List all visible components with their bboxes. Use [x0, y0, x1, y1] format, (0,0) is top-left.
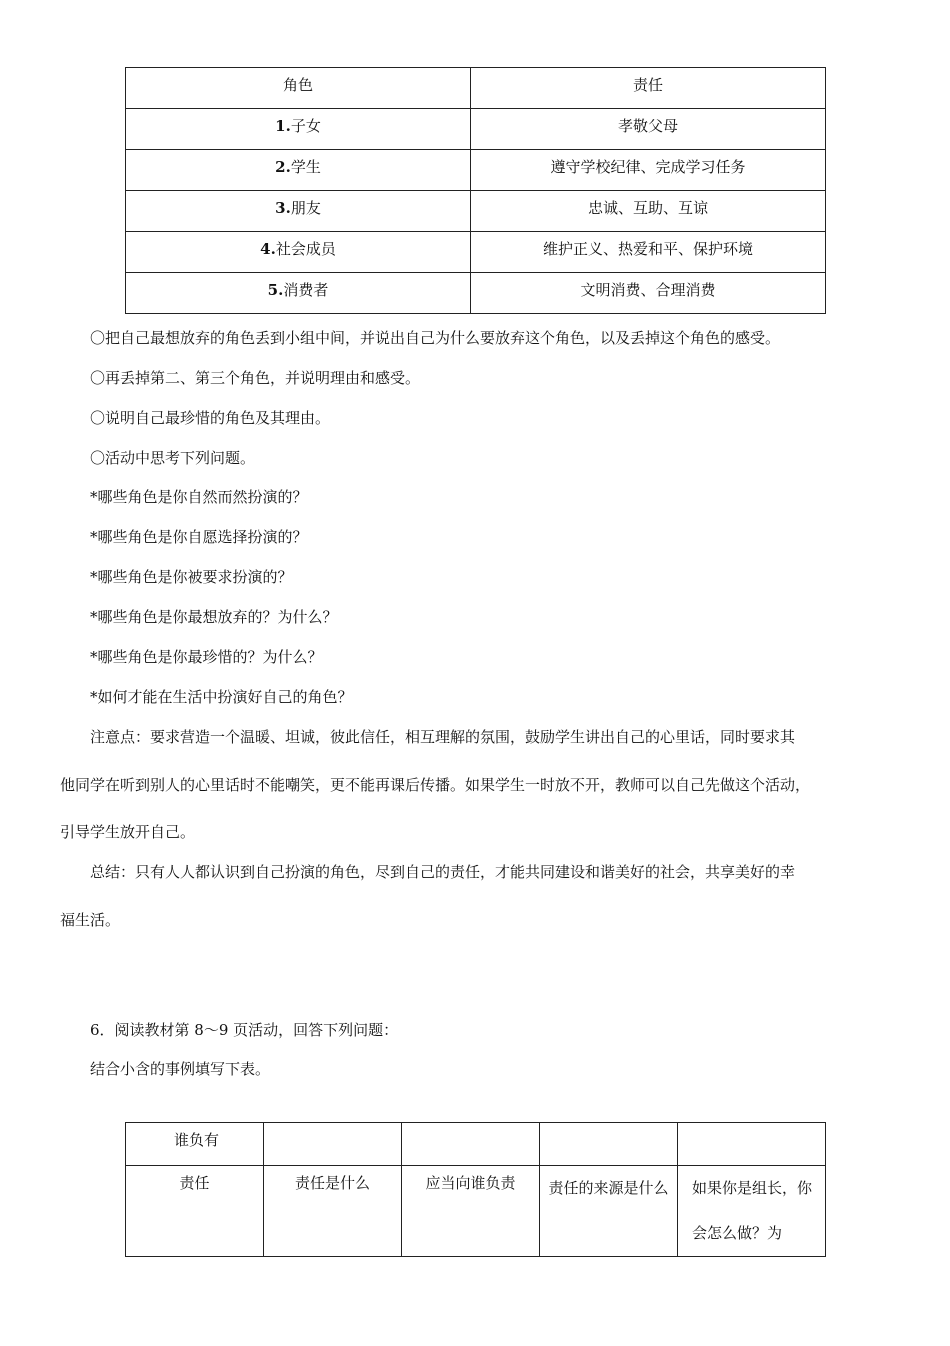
question-item: *哪些角色是你自愿选择扮演的？: [90, 528, 308, 546]
duty-cell: 忠诚、互助、互谅: [471, 191, 826, 232]
roles-table: [125, 67, 826, 314]
table-cell: [402, 1123, 540, 1166]
activity-step: 〇把自己最想放弃的角色丢到小组中间，并说出自己为什么要放弃这个角色，以及丢掉这个角色的感受。: [90, 329, 781, 347]
question6-title: 6．阅读教材第 8～9 页活动，回答下列问题：: [90, 1021, 399, 1039]
notes-line: 他同学在听到别人的心里话时不能嘲笑，更不能再课后传播。如果学生一时放不开，教师可以自己先做这个活动，: [60, 776, 811, 794]
role-number: 4.: [260, 240, 276, 258]
role-cell: [126, 109, 471, 150]
role-cell: [126, 232, 471, 273]
table-cell: 责任是什么: [264, 1166, 402, 1257]
duty-cell: 维护正义、热爱和平、保护环境: [471, 232, 826, 273]
duty-cell: 文明消费、合理消费: [471, 273, 826, 314]
table-row: [126, 191, 826, 232]
question-item: *哪些角色是你最珍惜的？为什么？: [90, 648, 323, 666]
table-cell: 责任的来源是什么: [540, 1166, 678, 1257]
table-row: [126, 109, 826, 150]
question-item: *如何才能在生活中扮演好自己的角色？: [90, 688, 353, 706]
role-number: 3.: [275, 199, 291, 217]
table-header-row: [126, 68, 826, 109]
table-cell: [264, 1123, 402, 1166]
summary-line: 总结：只有人人都认识到自己扮演的角色，尽到自己的责任，才能共同建设和谐美好的社会，共享美好的幸: [90, 863, 796, 881]
activity-step: 〇说明自己最珍惜的角色及其理由。: [90, 409, 331, 427]
question-item: *哪些角色是你最想放弃的？为什么？: [90, 608, 338, 626]
role-name: 学生: [290, 158, 321, 176]
role-cell: [126, 191, 471, 232]
table-cell: [678, 1123, 826, 1166]
role-name: 消费者: [283, 281, 329, 299]
activity-step: 〇活动中思考下列问题。: [90, 449, 256, 467]
duty-cell: 遵守学校纪律、完成学习任务: [471, 150, 826, 191]
table-row: [126, 232, 826, 273]
table-cell: 责任: [126, 1166, 264, 1257]
header-role: 角色: [126, 68, 471, 109]
table-row: [126, 1166, 826, 1257]
header-duty: 责任: [471, 68, 826, 109]
notes-line: 注意点：要求营造一个温暖、坦诚，彼此信任，相互理解的氛围，鼓励学生讲出自己的心里话，同时要求其: [90, 728, 796, 746]
table-cell: 如果你是组长，你会怎么做？为: [678, 1166, 826, 1257]
table-row: [126, 150, 826, 191]
table-cell: [540, 1123, 678, 1166]
summary-line: 福生活。: [60, 911, 121, 929]
duty-cell: 孝敬父母: [471, 109, 826, 150]
notes-line: 引导学生放开自己。: [60, 823, 196, 841]
role-name: 子女: [290, 117, 321, 135]
role-name: 朋友: [290, 199, 321, 217]
role-name: 社会成员: [275, 240, 336, 258]
role-number: 5.: [267, 281, 284, 299]
role-number: 2.: [275, 158, 291, 176]
question6-instruction: 结合小含的事例填写下表。: [90, 1060, 271, 1078]
question-item: *哪些角色是你被要求扮演的？: [90, 568, 293, 586]
table-cell: 谁负有: [126, 1123, 264, 1166]
role-cell: [126, 273, 471, 314]
activity-step: 〇再丢掉第二、第三个角色，并说明理由和感受。: [90, 369, 421, 387]
question-item: *哪些角色是你自然而然扮演的？: [90, 488, 308, 506]
role-cell: [126, 150, 471, 191]
responsibility-table: [125, 1122, 826, 1257]
table-row: [126, 1123, 826, 1166]
table-row: [126, 273, 826, 314]
table-cell: 应当向谁负责: [402, 1166, 540, 1257]
role-number: 1.: [275, 117, 291, 135]
